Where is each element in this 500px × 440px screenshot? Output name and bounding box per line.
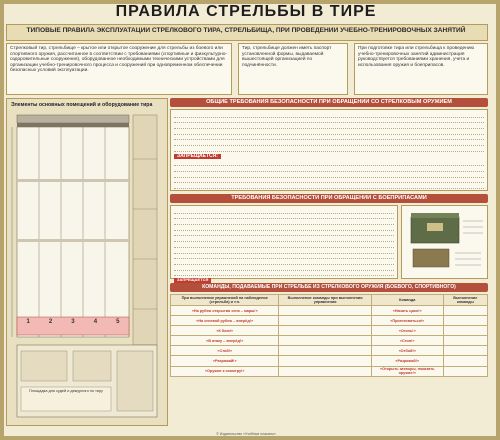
ammo-illustration [401, 205, 488, 279]
lane-number: 2 [48, 319, 53, 325]
table-header-row [171, 295, 488, 306]
command-cell: «Разряжай!» [171, 356, 279, 366]
commands-header: КОМАНДЫ, ПОДАВАЕМЫЕ ПРИ СТРЕЛЬБЕ ИЗ СТРЕЛКОВОГО ОРУЖИЯ (БОЕВОГО, СПОРТИВНОГО) [170, 283, 488, 292]
table-row [171, 356, 488, 366]
command-cell: «Отбой!» [371, 346, 443, 356]
page-title: ПРАВИЛА СТРЕЛЬБЫ В ТИРЕ [115, 3, 377, 20]
forbidden-tag: ЗАПРЕЩАЕТСЯ: [174, 154, 221, 159]
ammo-box-illustration [405, 209, 485, 275]
ammo-requirements-panel [170, 205, 398, 283]
command-cell: «Разряжай!» [371, 356, 443, 366]
intro-right-box: При подготовке тира или стрельбища к проведению учебно-тренировочных занятий администрация руководствуется требованиями хранения, учета и использования оружия и боеприпасов. [354, 43, 488, 95]
ammo-requirements-header: ТРЕБОВАНИЯ БЕЗОПАСНОСТИ ПРИ ОБРАЩЕНИИ С БОЕПРИПАСАМИ [170, 194, 488, 203]
range-plan-drawing [7, 99, 167, 425]
general-requirements-header: ОБЩИЕ ТРЕБОВАНИЯ БЕЗОПАСНОСТИ ПРИ ОБРАЩЕНИИ СО СТРЕЛКОВЫМ ОРУЖИЕМ [170, 98, 488, 107]
footer-credit: © Издательство «Учебные плакаты» [216, 432, 276, 436]
column-header: Команда [371, 295, 443, 306]
column-header: При выполнении упражнений на наблюдение (стрельба) и т.п. [171, 295, 279, 306]
lane-number-row [17, 319, 129, 333]
command-cell: «Приготовиться!» [371, 316, 443, 326]
command-cell: «Открыть затворы, показать оружие!» [371, 366, 443, 376]
range-plan [6, 98, 168, 426]
table-row [171, 346, 488, 356]
page-subtitle: ТИПОВЫЕ ПРАВИЛА ЭКСПЛУАТАЦИИ СТРЕЛКОВОГО ТИРА, СТРЕЛЬБИЩА, ПРИ ПРОВЕДЕНИИ УЧЕБНО-ТРЕНИРОВОЧНЫХ ЗАНЯТИЙ [26, 27, 466, 34]
general-requirements-panel [170, 109, 488, 191]
table-row [171, 316, 488, 326]
intro-middle-box: Тир, стрельбище должен иметь паспорт установленной формы, выдаваемой вышестоящей организацией по подчинённости. [238, 43, 348, 95]
lane-number: 5 [116, 319, 120, 325]
command-cell: «В атаку – вперёд!» [171, 336, 279, 346]
column-header: Выполнение команды при выполнении упражнения [279, 295, 371, 306]
table-row [171, 326, 488, 336]
command-cell: «Огонь!» [371, 326, 443, 336]
command-cell: «Оружие к осмотру!» [171, 366, 279, 376]
command-cell: «На рубеж открытия огня – марш!» [171, 306, 279, 316]
table-row [171, 336, 488, 346]
command-cell: «К бою!» [171, 326, 279, 336]
column-header: Выполнение команды [443, 295, 487, 306]
plan-title: Элементы основных помещений и оборудование тира [11, 102, 153, 108]
intro-left-box: Стрелковый тир, стрельбище – крытое или открытое сооружение для стрельбы из боевого или спортивного оружия, рассчитанное в соответствии с требованиями (спортивные и физкультурно-оздоровительные сооружения), оборудованное необходимыми техническими устройствами для организации учебно-тренировочного процесса и сооружений при одновременном обеспечении безопасных условий эксплуатации. [6, 43, 232, 95]
command-cell: «Начать цикл!» [371, 306, 443, 316]
table-row [171, 306, 488, 316]
lane-number: 3 [71, 319, 75, 325]
commands-table [170, 294, 488, 377]
command-cell: «Стоп!» [371, 336, 443, 346]
table-row [171, 366, 488, 376]
lane-number: 4 [93, 319, 98, 325]
lane-number: 1 [26, 319, 30, 325]
command-cell: «Стой!» [171, 346, 279, 356]
judges-area-label: Площадка для судей и дежурного по тиру [29, 389, 103, 393]
ammo-forbidden-tag: ЗАПРЕЩАЕТСЯ [174, 278, 211, 283]
command-cell: «На огневой рубеж – вперёд!» [171, 316, 279, 326]
